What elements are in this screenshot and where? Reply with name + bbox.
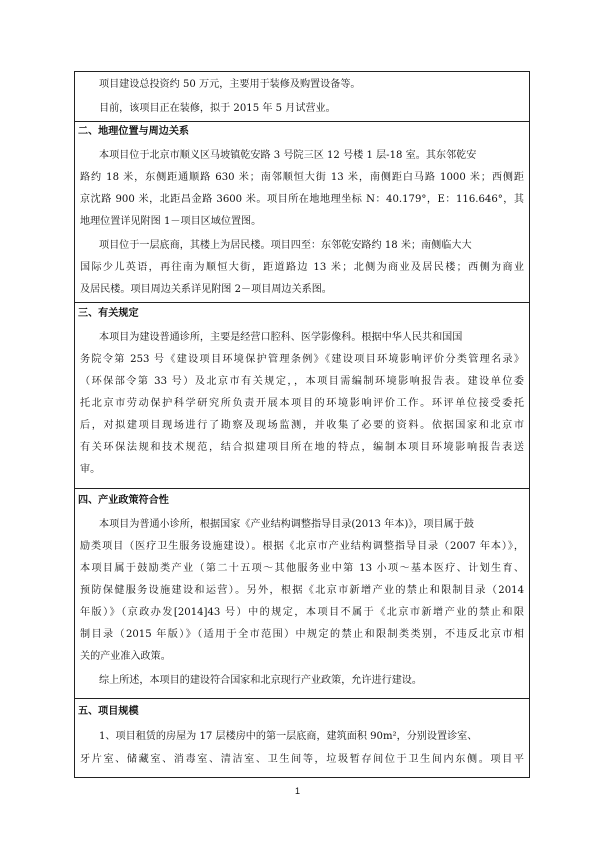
paragraph-line: 项目建设总投资约 50 万元，主要用于装修及购置设备等。 <box>99 79 361 90</box>
paragraph-line: （环保部令第 33 号）及北京市有关规定，，本项目需编制环境影响报告表。建设单位委 <box>80 376 524 387</box>
paragraph-line: 制目录（2015 年版）》（适用于全市范围）中规定的禁止和限制类类别，不违反北京市相 <box>80 629 524 640</box>
paragraph-line: 京沈路 900 米，北距昌金路 3600 米。项目所在地地理坐标 N：40.179°，E：116.646°，其 <box>80 194 524 205</box>
paragraph-line: 年版）》（京政办发[2014]43 号）中的规定，本项目不属于《北京市新增产业的禁止和限 <box>80 607 524 618</box>
paragraph-line: 国际少儿英语，再往南为顺恒大街，距道路边 13 米；北侧为商业及居民楼；西侧为商业 <box>80 262 524 273</box>
paragraph-line: 地理位置详见附图 1－项目区域位置图。 <box>80 216 262 227</box>
paragraph-line: 关的产业准入政策。 <box>80 651 171 662</box>
paragraph-line: 务院令第 253 号《建设项目环境保护管理条例》《建设项目环境影响评价分类管理名录》 <box>80 354 524 365</box>
paragraph-line: 目前，该项目正在装修，拟于 2015 年 5 月试营业。 <box>99 103 336 114</box>
paragraph-line: 项目位于一层底商，其楼上为居民楼。项目四至：东邻乾安路约 18 米；南侧临大大 <box>99 240 472 251</box>
paragraph-line: 励类项目（医疗卫生服务设施建设）。根据《北京市产业结构调整指导目录（2007 年本）》， <box>80 541 524 552</box>
paragraph-line: 本项目位于北京市顺义区马坡镇乾安路 3 号院三区 12 号楼 1 层-18 室。其东邻乾安 <box>99 150 477 161</box>
paragraph-line: 路约 18 米，东侧距通顺路 630 米；南邻顺恒大街 13 米，南侧距白马路 1000 米；西侧距 <box>80 172 524 183</box>
paragraph-line: 托北京市劳动保护科学研究所负责开展本项目的环境影响评价工作。环评单位接受委托 <box>80 398 524 409</box>
document-table <box>74 71 530 778</box>
section-divider <box>75 488 529 489</box>
page-number: 1 <box>294 786 300 796</box>
section-heading: 五、项目规模 <box>78 706 139 717</box>
paragraph-line: 本项目为建设普通诊所，主要是经营口腔科、医学影像科。根据中华人民共和国国 <box>99 332 463 343</box>
paragraph-line: 预防保健服务设施建设和运营）。另外，根据《北京市新增产业的禁止和限制目录（2014 <box>80 585 524 596</box>
section-divider <box>75 121 529 122</box>
section-divider <box>75 698 529 699</box>
paragraph-line: 本项目属于鼓励类产业（第二十五项～其他服务业中第 13 小项～基本医疗、计划生育、 <box>80 563 524 574</box>
paragraph-line: 牙片室、储藏室、消毒室、清洁室、卫生间等，垃圾暂存间位于卫生间内东侧。项目平 <box>80 754 524 765</box>
paragraph-line: 综上所述，本项目的建设符合国家和北京现行产业政策，允许进行建设。 <box>99 675 422 686</box>
section-heading: 四、产业政策符合性 <box>78 495 169 506</box>
section-heading: 三、有关规定 <box>78 308 139 319</box>
paragraph-line: 1、项目租赁的房屋为 17 层楼房中的第一层底商，建筑面积 90m²，分别设置诊室、 <box>99 731 478 742</box>
section-divider <box>75 302 529 303</box>
paragraph-line: 有关环保法规和技术规范，结合拟建项目所在地的特点，编制本项目环境影响报告表送 <box>80 442 524 453</box>
paragraph-line: 及居民楼。项目周边关系详见附图 2－项目周边关系图。 <box>80 284 332 295</box>
section-heading: 二、地理位置与周边关系 <box>78 126 190 137</box>
paragraph-line: 审。 <box>80 464 101 475</box>
paragraph-line: 本项目为普通小诊所，根据国家《产业结构调整指导目录(2013 年本)》，项目属于鼓 <box>99 519 474 530</box>
paragraph-line: 后，对拟建项目现场进行了勘察及现场监测，并收集了必要的资料。依据国家和北京市 <box>80 420 524 431</box>
